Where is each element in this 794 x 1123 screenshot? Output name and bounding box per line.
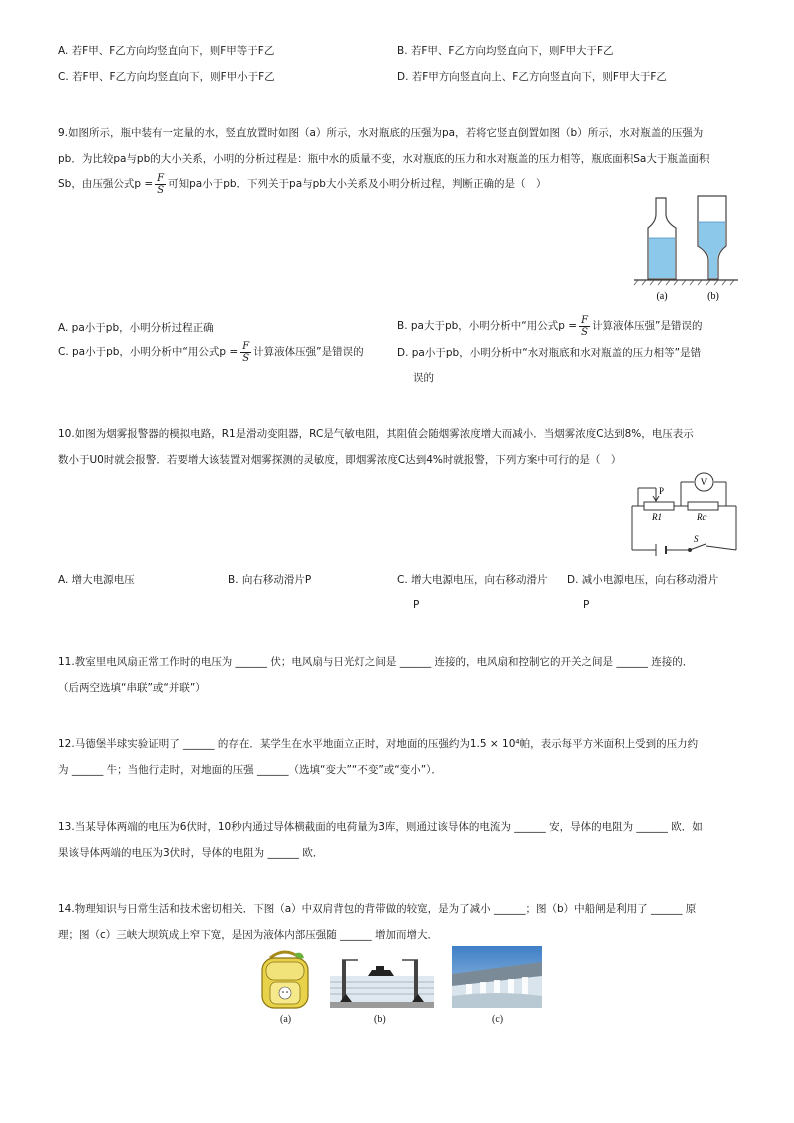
q9-stem-line1: 9.如图所示，瓶中装有一定量的水，竖直放置时如图（a）所示，水对瓶底的压强为pa，若将它竖直倒置如图（b）所示，水对瓶盖的压强为 [58, 127, 704, 139]
q9-option-b-fraction: $\frac{F}{S}$ [581, 314, 589, 338]
q10-option-c-line2: P [413, 599, 420, 611]
q8-option-c: C. 若F甲、F乙方向均竖直向下，则F甲小于F乙 [58, 71, 275, 83]
q9-stem-line3: Sb，由压强公式p = $\frac{F}{S}$ 可知pa小于pb．下列关于pa与pb大小关系及小明分析过程，判断正确的是（ ） [58, 172, 547, 196]
q10-circuit-diagram [626, 470, 742, 556]
q9-option-c: C. pa小于pb，小明分析中“用公式p = $\frac{F}{S}$ 计算液体压强”是错误的 [58, 340, 364, 364]
q14-stem-line1: 14.物理知识与日常生活和技术密切相关．下图（a）中双肩背包的背带做的较宽，是为了减小 ______；图（b）中船闸是利用了 ______ 原 [58, 903, 697, 915]
q10-label-rc: Rc [697, 512, 707, 522]
q9-option-d-line2: 误的 [413, 372, 434, 384]
q9-formula-fraction: $\frac{F}{S}$ [157, 172, 165, 196]
q10-stem-line2: 数小于U0时就会报警．若要增大该装置对烟雾探测的灵敏度，即烟雾浓度C达到4%时就报警，下列方案中可行的是（ ） [58, 454, 622, 466]
q10-label-v: V [700, 477, 708, 487]
q10-option-d-line2: P [583, 599, 590, 611]
q8-option-d: D. 若F甲方向竖直向上、F乙方向竖直向下，则F甲大于F乙 [397, 71, 667, 83]
q9-option-b: B. pa大于pb，小明分析中“用公式p = $\frac{F}{S}$ 计算液体压强”是错误的 [397, 314, 703, 338]
q9-bottle-figure [628, 192, 740, 304]
q10-option-d-line1: D. 减小电源电压，向右移动滑片 [567, 574, 719, 586]
q14-three-gorges-dam-photo [452, 946, 542, 1008]
q9-option-d-line1: D. pa小于pb，小明分析中“水对瓶底和水对瓶盖的压力相等”是错 [397, 347, 702, 359]
q14-ship-lock-image [328, 950, 436, 1010]
q8-option-b: B. 若F甲、F乙方向均竖直向下，则F甲大于F乙 [397, 45, 614, 57]
q9-caption-b: (b) [707, 291, 719, 302]
q10-label-r1: R1 [652, 512, 662, 522]
q12-stem-line1: 12.马德堡半球实验证明了 ______ 的存在．某学生在水平地面立正时，对地面的压强约为1.5 × 10⁴帕，表示每平方米面积上受到的压力约 [58, 738, 699, 750]
q9-stem-line2: pb．为比较pa与pb的大小关系，小明的分析过程是：瓶中水的质量不变，水对瓶底的压力和水对瓶盖的压力相等，瓶底面积Sa大于瓶盖面积 [58, 153, 710, 165]
q11-stem-line1: 11.教室里电风扇正常工作时的电压为 ______ 伏；电风扇与日光灯之间是 ______ 连接的，电风扇和控制它的开关之间是 ______ 连接的． [58, 656, 694, 668]
q13-stem-line2: 果该导体两端的电压为3伏时，导体的电阻为 ______ 欧． [58, 847, 324, 859]
q9-caption-a: (a) [656, 291, 668, 302]
q10-label-s: S [694, 534, 699, 544]
q14-caption-a: (a) [280, 1014, 292, 1025]
q9-option-c-fraction: $\frac{F}{S}$ [242, 340, 250, 364]
q10-stem-line1: 10.如图为烟雾报警器的模拟电路，R1是滑动变阻器，RC是气敏电阻，其阻值会随烟雾浓度增大而减小．当烟雾浓度C达到8%，电压表示 [58, 428, 694, 440]
q13-stem-line1: 13.当某导体两端的电压为6伏时，10秒内通过导体横截面的电荷量为3库，则通过该导体的电流为 ______ 安，导体的电阻为 ______ 欧．如 [58, 821, 703, 833]
q8-option-a: A. 若F甲、F乙方向均竖直向下，则F甲等于F乙 [58, 45, 275, 57]
q10-label-p: P [659, 486, 665, 496]
q11-stem-line2: （后两空选填“串联”或“并联”） [58, 682, 206, 694]
q10-option-b: B. 向右移动滑片P [228, 574, 312, 586]
q14-stem-line2: 理；图（c）三峡大坝筑成上窄下宽，是因为液体内部压强随 ______ 增加而增大． [58, 929, 438, 941]
q10-option-a: A. 增大电源电压 [58, 574, 135, 586]
q14-caption-b: (b) [374, 1014, 386, 1025]
q14-backpack-image [252, 948, 318, 1010]
q9-option-a: A. pa小于pb，小明分析过程正确 [58, 322, 214, 334]
q12-stem-line2: 为 ______ 牛；当他行走时，对地面的压强 ______（选填“变大”“不变”或“变小”）． [58, 764, 442, 776]
q10-option-c-line1: C. 增大电源电压，向右移动滑片 [397, 574, 548, 586]
q14-caption-c: (c) [492, 1014, 504, 1025]
